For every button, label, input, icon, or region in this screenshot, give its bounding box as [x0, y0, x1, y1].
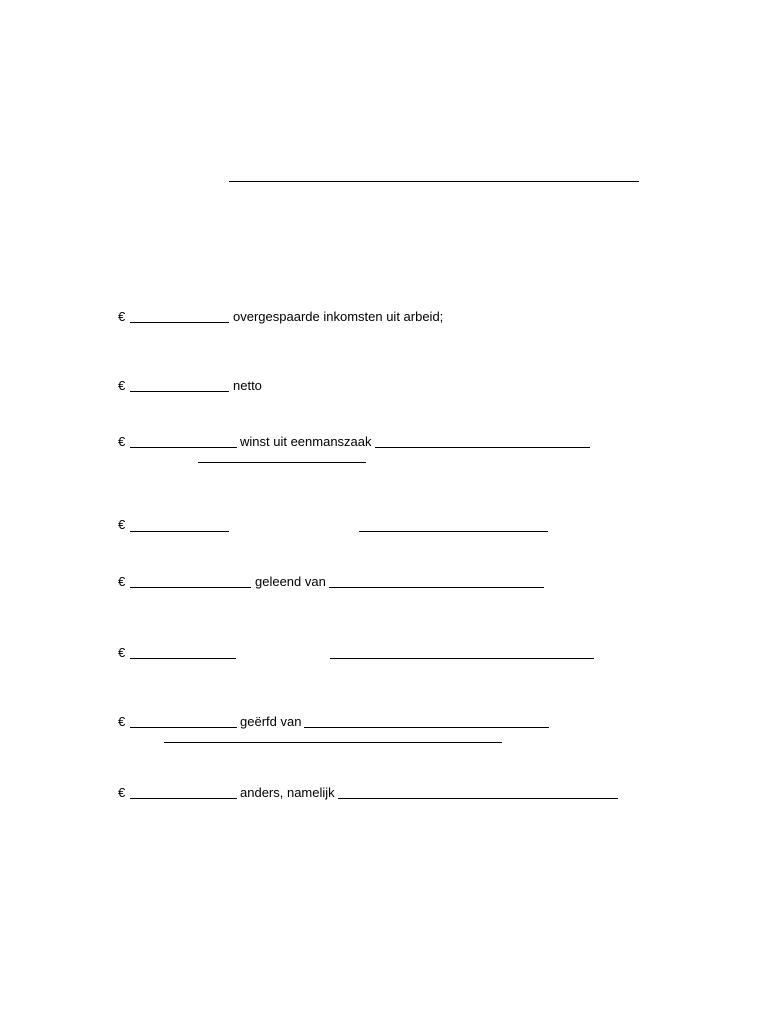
detail-blank-line[interactable] [375, 447, 590, 448]
source-label: winst uit eenmanszaak [240, 434, 372, 449]
source-label: anders, namelijk [240, 785, 335, 800]
amount-blank-line[interactable] [130, 798, 237, 799]
amount-blank-line[interactable] [130, 322, 229, 323]
detail-blank-line-continued[interactable] [164, 742, 502, 743]
amount-blank-line[interactable] [130, 658, 236, 659]
detail-blank-line-continued[interactable] [198, 462, 366, 463]
source-label: geleend van [255, 574, 326, 589]
detail-blank-line[interactable] [338, 798, 618, 799]
detail-blank-line[interactable] [359, 531, 548, 532]
currency-symbol: € [118, 309, 126, 324]
currency-symbol: € [118, 574, 126, 589]
amount-blank-line[interactable] [130, 727, 237, 728]
amount-blank-line[interactable] [130, 531, 229, 532]
header-name-line[interactable] [229, 181, 639, 182]
detail-blank-line[interactable] [329, 587, 544, 588]
currency-symbol: € [118, 517, 126, 532]
source-label: overgespaarde inkomsten uit arbeid; [233, 309, 444, 324]
currency-symbol: € [118, 714, 126, 729]
source-label: netto [233, 378, 262, 393]
currency-symbol: € [118, 378, 126, 393]
source-label: geërfd van [240, 714, 302, 729]
amount-blank-line[interactable] [130, 447, 237, 448]
currency-symbol: € [118, 785, 126, 800]
currency-symbol: € [118, 434, 126, 449]
detail-blank-line[interactable] [330, 658, 594, 659]
currency-symbol: € [118, 645, 126, 660]
amount-blank-line[interactable] [130, 587, 251, 588]
detail-blank-line[interactable] [304, 727, 549, 728]
amount-blank-line[interactable] [130, 391, 229, 392]
